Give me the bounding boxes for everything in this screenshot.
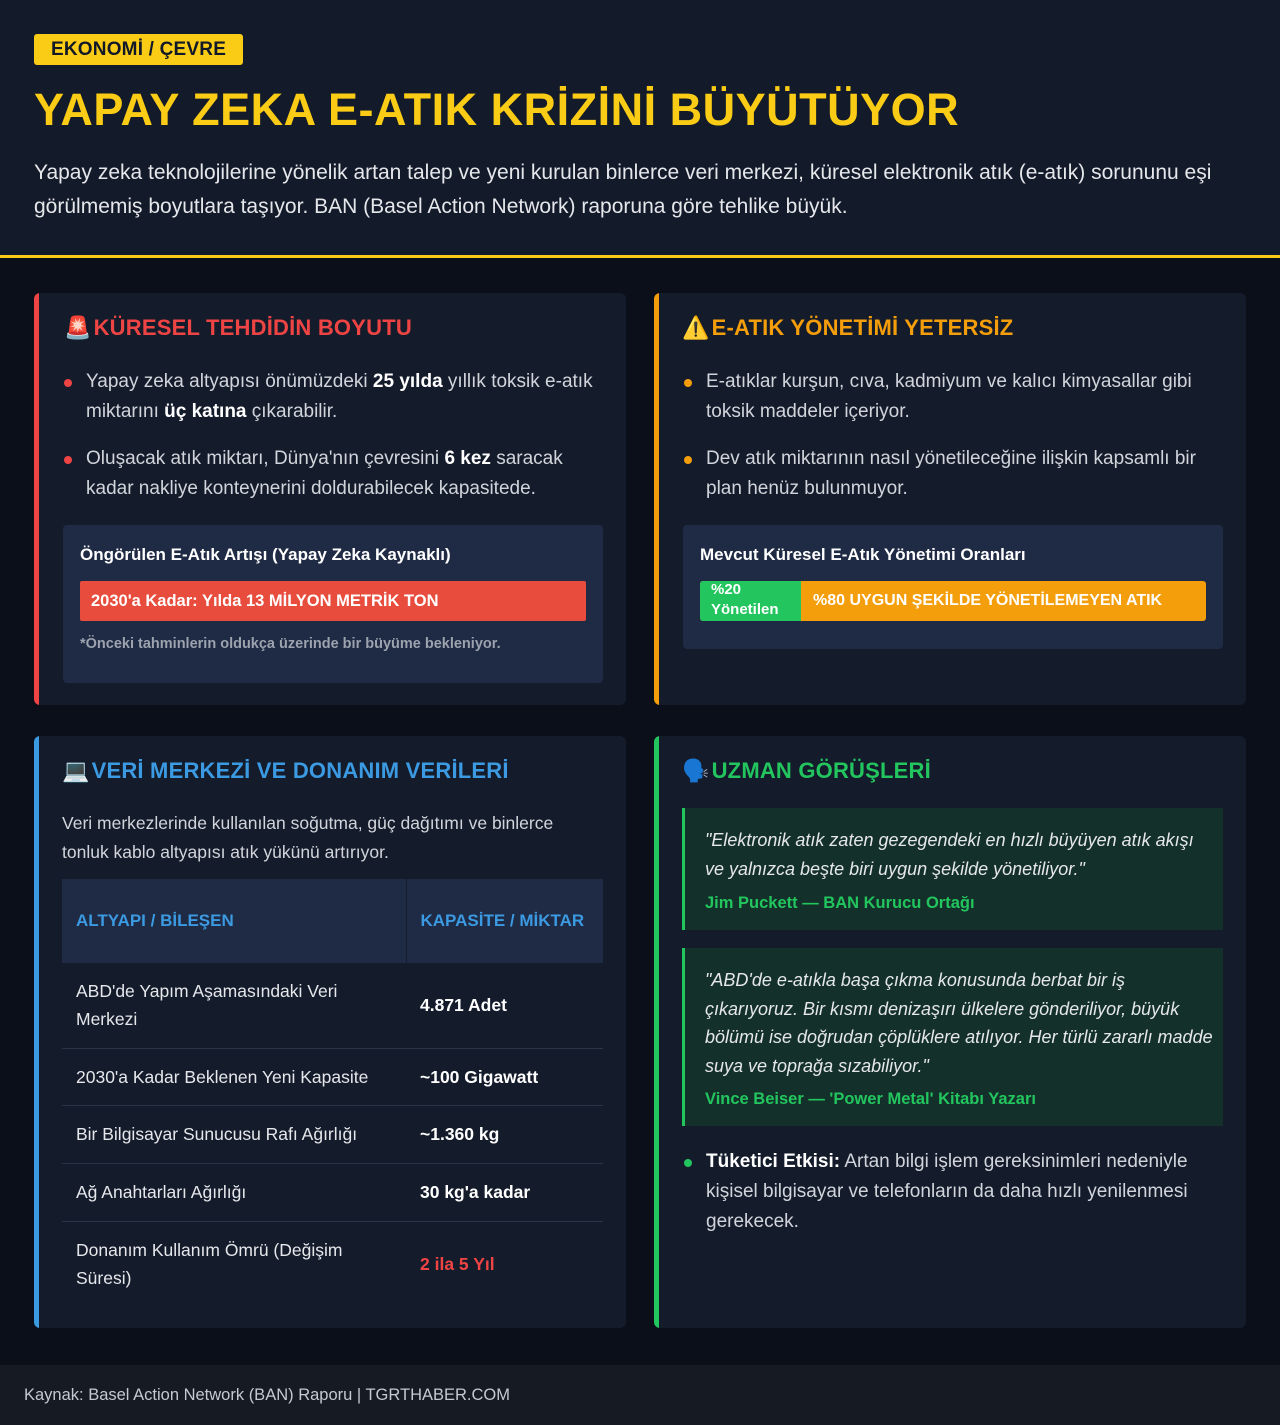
growth-bar-label: 2030'a Kadar: Yılda 13 MİLYON METRİK TON (91, 592, 439, 610)
growth-note: *Önceki tahminlerin oldukça üzerinde bir büyüme bekleniyor. (80, 636, 501, 652)
category-badge: EKONOMİ / ÇEVRE (34, 34, 243, 65)
management-bullets (684, 367, 1224, 521)
laptop-icon: 💻 (62, 758, 90, 783)
threat-card (34, 293, 626, 705)
datacenter-card-title (62, 758, 509, 784)
consumer-bullet (684, 1147, 1224, 1254)
page-title: YAPAY ZEKA E-ATIK KRİZİNİ BÜYÜTÜYOR (34, 84, 960, 135)
card-accent-bar (34, 736, 39, 1328)
row-value: 30 kg'a kadar (406, 1163, 603, 1221)
list-item: Dev atık miktarının nasıl yönetileceğine ilişkin kapsamlı bir plan henüz bulunmuyor. (684, 444, 1224, 504)
quote-author: Jim Puckett — BAN Kurucu Ortağı (705, 894, 975, 912)
row-label: Bir Bilgisayar Sunucusu Rafı Ağırlığı (62, 1105, 406, 1163)
managed-label: Yönetilen (711, 601, 779, 618)
threat-card-title (64, 315, 412, 341)
quote-author: Vince Beiser — 'Power Metal' Kitabı Yazarı (705, 1090, 1036, 1108)
growth-panel-title: Öngörülen E-Atık Artışı (Yapay Zeka Kaynaklı) (80, 545, 451, 564)
intro-text: Yapay zeka teknolojilerine yönelik artan talep ve yeni kurulan binlerce veri merkezi, küresel elektronik atık (e-atık) sorununu eşi görülmemiş boyutlara taşıyor. BAN (Basel Action Network) raporuna göre tehlike büyük. (34, 161, 1212, 218)
growth-panel (63, 525, 603, 683)
row-label: 2030'a Kadar Beklenen Yeni Kapasite (62, 1048, 406, 1105)
table-row (62, 1105, 603, 1163)
warning-icon: ⚠️ (682, 315, 710, 340)
table-row (62, 1163, 603, 1221)
column-header-component: ALTYAPI / BİLEŞEN (62, 879, 406, 963)
column-header-capacity: KAPASİTE / MİKTAR (406, 879, 603, 963)
list-item: E-atıklar kurşun, cıva, kadmiyum ve kalıcı kimyasallar gibi toksik maddeler içeriyor. (684, 367, 1224, 427)
list-item: Yapay zeka altyapısı önümüzdeki 25 yılda yıllık toksik e-atık miktarını üç katına çıkarabilir. (64, 367, 599, 427)
siren-icon: 🚨 (64, 315, 92, 340)
row-label: Ağ Anahtarları Ağırlığı (62, 1163, 406, 1221)
list-item: Oluşacak atık miktarı, Dünya'nın çevresini 6 kez saracak kadar nakliye konteynerini doldurabilecek kapasitede. (64, 444, 599, 504)
row-value: 4.871 Adet (406, 963, 603, 1048)
table-header-row (62, 879, 603, 963)
row-label: ABD'de Yapım Aşamasındaki Veri Merkezi (62, 963, 406, 1048)
management-card-title (682, 315, 1013, 341)
management-panel-title: Mevcut Küresel E-Atık Yönetimi Oranları (700, 545, 1026, 564)
management-share-bar (700, 581, 1206, 621)
source-text: Kaynak: Basel Action Network (BAN) Raporu | TGRTHABER.COM (24, 1386, 511, 1404)
management-card (654, 293, 1246, 705)
header (0, 0, 1280, 258)
datacenter-table (62, 879, 603, 1307)
bullet-dot-icon (684, 456, 692, 464)
speech-icon: 🗣️ (682, 758, 710, 783)
unmanaged-segment (801, 581, 1206, 621)
card-accent-bar (654, 736, 659, 1328)
quote-text: "Elektronik atık zaten gezegendeki en hızlı büyüyen atık akışı ve yalnızca beşte biri uygun şekilde yönetiliyor." (705, 830, 1194, 879)
bullet-dot-icon (64, 456, 72, 464)
row-label: Donanım Kullanım Ömrü (Değişim Süresi) (76, 1240, 343, 1289)
threat-bullets (64, 367, 599, 521)
growth-bar (80, 581, 586, 621)
threat-title-text: KÜRESEL TEHDİDİN BOYUTU (93, 315, 412, 340)
card-accent-bar (654, 293, 659, 705)
row-value: ~100 Gigawatt (406, 1048, 603, 1105)
table-row (62, 1221, 603, 1307)
managed-percent: %20 (711, 581, 742, 598)
row-value: 2 ila 5 Yıl (420, 1254, 495, 1275)
experts-card-title (682, 758, 931, 784)
managed-segment (700, 581, 801, 621)
row-value: ~1.360 kg (406, 1105, 603, 1163)
datacenter-intro: Veri merkezlerinde kullanılan soğutma, güç dağıtımı ve binlerce tonluk kablo altyapısı atık yükünü artırıyor. (62, 813, 554, 862)
management-panel (683, 525, 1223, 649)
quote-puckett (682, 808, 1223, 930)
quote-text: "ABD'de e-atıkla başa çıkma konusunda berbat bir iş çıkarıyoruz. Bir kısmı denizaşırı ülkelere gönderiliyor, büyük bölümü ise doğrudan çöplüklere atılıyor. Her türlü zararlı madde suya ve toprağa sızabiliyor." (705, 970, 1213, 1076)
table-row (62, 963, 603, 1048)
management-title-text: E-ATIK YÖNETİMİ YETERSİZ (711, 315, 1014, 340)
datacenter-title-text: VERİ MERKEZİ VE DONANIM VERİLERİ (91, 758, 509, 783)
unmanaged-label: %80 UYGUN ŞEKİLDE YÖNETİLEMEYEN ATIK (813, 592, 1163, 609)
datacenter-card (34, 736, 626, 1328)
experts-title-text: UZMAN GÖRÜŞLERİ (711, 758, 931, 783)
experts-card (654, 736, 1246, 1328)
card-accent-bar (34, 293, 39, 705)
bullet-dot-icon (64, 379, 72, 387)
table-row (62, 1048, 603, 1105)
footer (0, 1365, 1280, 1425)
bullet-dot-icon (684, 1159, 692, 1167)
bullet-dot-icon (684, 379, 692, 387)
list-item: Tüketici Etkisi: Artan bilgi işlem gereksinimleri nedeniyle kişisel bilgisayar ve telefonların da daha hızlı yenilenmesi gerekecek. (684, 1147, 1224, 1237)
quote-beiser (682, 948, 1223, 1126)
